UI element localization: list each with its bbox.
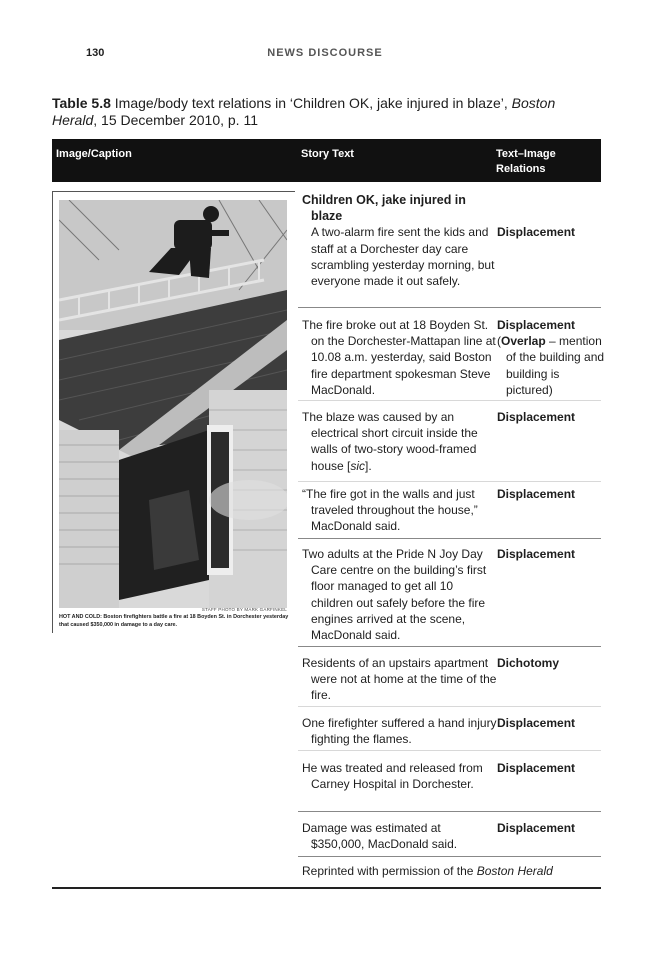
table-title-date: , 15 December 2010, p. 11 xyxy=(93,112,258,128)
relation-label: Displacement xyxy=(497,487,576,501)
relation-note-text: – mention of the building and building is pictured) xyxy=(506,334,605,397)
relation-cell xyxy=(497,655,607,671)
row-divider xyxy=(298,400,601,401)
story-text xyxy=(302,409,497,474)
relation-cell xyxy=(497,317,607,398)
table-title xyxy=(52,95,597,129)
row-divider xyxy=(298,856,601,857)
story-text: He was treated and released from Carney Hospital in Dorchester. xyxy=(302,761,483,792)
story-text-after: ]. xyxy=(365,458,372,473)
table-title-text: Image/body text relations in ‘Children OK, jake injured in blaze’, xyxy=(110,95,512,111)
reprint-text: Reprinted with permission of the xyxy=(302,864,477,878)
story-text: Damage was estimated at $350,000, MacDonald said. xyxy=(302,821,458,852)
photo-credit: STAFF PHOTO BY MARK GARFINKEL xyxy=(201,607,287,612)
story-headline: Children OK, jake injured in blaze xyxy=(302,193,466,224)
relation-cell xyxy=(497,409,607,425)
story-text: “The fire got in the walls and just traveled throughout the house,” MacDonald said. xyxy=(302,487,478,534)
fire-photo xyxy=(59,200,287,608)
story-text: Two adults at the Pride N Joy Day Care centre on the building’s first floor managed to get all 10 children out safely before the fire engines arrived at the scene, MacDonald said. xyxy=(302,547,487,643)
running-head: NEWS DISCOURSE xyxy=(267,47,383,59)
photo-caption: HOT AND COLD: Boston firefighters battle a fire at 18 Boyden St. in Dorchester yesterday that caused $350,000 in damage to a day care. xyxy=(59,614,289,628)
relation-label: Displacement xyxy=(497,547,576,561)
row-divider xyxy=(298,646,601,647)
story-paragraph: A two-alarm fire sent the kids and staff at a Dorchester day care scrambling yesterday morning, but everyone made it out safely. xyxy=(311,225,495,289)
page-number: 130 xyxy=(86,47,105,59)
relation-note: (Overlap – mention of the building and building is pictured) xyxy=(497,334,605,397)
image-frame-top xyxy=(52,191,295,192)
table-label: Table 5.8 xyxy=(52,95,111,111)
table-title-source: Boston Herald xyxy=(52,95,556,128)
row-divider xyxy=(298,538,601,539)
relation-label: Displacement xyxy=(497,716,576,730)
relation-label: Displacement xyxy=(497,318,576,332)
story-text: Residents of an upstairs apartment were not at home at the time of the fire. xyxy=(302,656,497,703)
column-header-relations: Text–Image Relations xyxy=(496,148,556,175)
image-frame-left xyxy=(52,191,53,633)
table-bottom-rule xyxy=(52,887,601,889)
relation-cell xyxy=(497,224,607,240)
relation-label: Displacement xyxy=(497,225,576,239)
relation-label: Dichotomy xyxy=(497,656,560,670)
relation-cell xyxy=(497,760,607,776)
column-header-image: Image/Caption xyxy=(56,148,132,160)
relation-cell xyxy=(497,715,607,731)
relation-label: Displacement xyxy=(497,761,576,775)
relation-cell xyxy=(497,546,607,562)
row-divider xyxy=(298,706,601,707)
reprint-source: Boston Herald xyxy=(476,864,553,878)
story-text: One firefighter suffered a hand injury fighting the flames. xyxy=(302,716,497,747)
story-text xyxy=(302,192,497,289)
table-header xyxy=(52,139,601,182)
story-sic: sic xyxy=(350,458,366,473)
row-divider xyxy=(298,811,601,812)
row-divider xyxy=(298,481,601,482)
row-divider xyxy=(298,750,601,751)
story-text: The fire broke out at 18 Boyden St. on the Dorchester-Mattapan line at 10.08 a.m. yesterday, said Boston fire department spokesman Steve MacDonald. xyxy=(302,318,496,397)
story-text-before: The blaze was caused by an electrical short circuit inside the walls of two-story wood-framed house [ xyxy=(302,410,478,473)
relation-cell xyxy=(497,820,607,836)
relation-label: Displacement xyxy=(497,410,576,424)
row-divider xyxy=(298,307,601,308)
relation-cell xyxy=(497,486,607,502)
reprint-note xyxy=(302,864,553,878)
relation-label: Displacement xyxy=(497,821,576,835)
relation-overlap: Overlap xyxy=(501,334,546,349)
column-header-story: Story Text xyxy=(301,148,354,160)
